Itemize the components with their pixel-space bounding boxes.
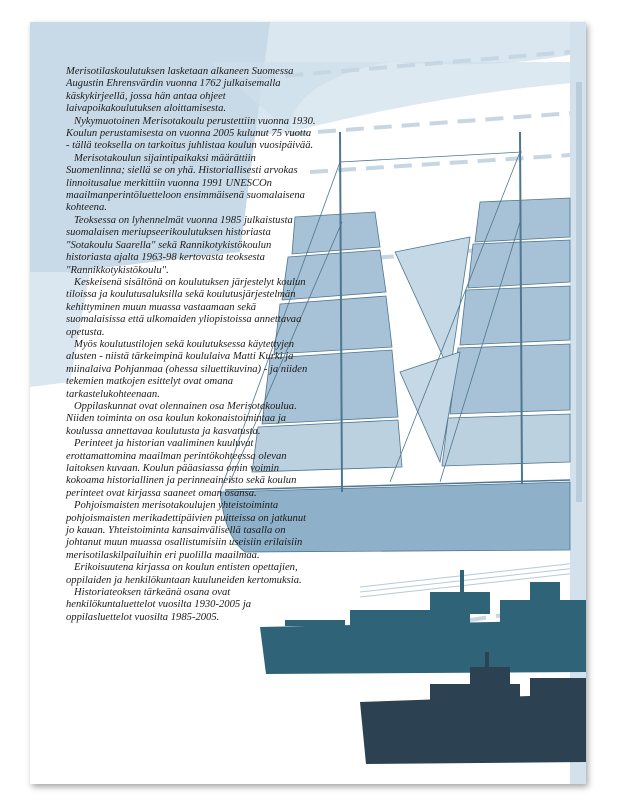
main-sail-5 [442,414,570,466]
warship-bridge [430,592,490,614]
paragraph: Perinteet ja historian vaaliminen kuuluvat erottamattomina maailman perintökohteessa olevan laitoksen kuvaan. Koulun pääasiassa omin voimin kokoama historiallinen ja perinneaineisto sekä koulun perinteet ovat kirjassa saaneet oman osansa. [66,438,297,499]
warship-hull [260,620,586,674]
warship-deckhouse [530,678,586,698]
paragraph: Myös koulutustilojen sekä koulutuksessa käytettyjen alusten - niistä tärkeimpinä koululaiva Matti Kurki ja miinalaiva Pohjanmaa (ohessa siluettikuvina) - ja niiden tekemien matkojen esittelyt ovat omana tarkastelukohteenaan. [66,338,308,400]
paragraph: Historiateoksen tärkeänä osana ovat henkilökuntaluettelot vuosilta 1930-2005 ja oppilasluettelot vuosilta 1985-2005. [66,587,252,623]
paragraph: Teoksessa on lyhennelmät vuonna 1985 julkaistusta suomalaisen meriupseerikoulutuksen historiasta "Sotakoulu Saarella" sekä Rannikotykistökoulun historiasta ajalta 1963-98 kertovasta teoksesta "Rannikkotykistökoulu". [66,214,293,276]
paragraph: Merisotilaskoulutuksen lasketaan alkaneen Suomessa Augustin Ehrensvärdin vuonna 1762 julkaisemalla käskykirjeellä, jossa hän antaa ohjeet laivapoikakoulutuksen aloittamisesta. [66,66,294,115]
main-sail-4 [450,344,570,414]
paragraph: Pohjoismaisten merisotakoulujen yhteistoiminta pohjoismaisten merikadettipäivien puitteissa on jatkunut jo kauan. Yhteistoiminta kansainvälisellä tasalla on johtanut muun muassa osallistumisiin useisiin erilaisiin merisotilaskilpailuihin eri puolilla maailmaa. [66,500,307,561]
warship-mast [485,652,489,670]
warship-stack [530,582,560,602]
main-sail-1 [475,198,570,242]
spine-strip [576,82,582,502]
main-sail-3 [460,286,570,345]
warship-deckhouse [500,600,586,622]
warship-hull [360,694,586,764]
book-back-cover [30,22,586,784]
paragraph: Merisotakoulun sijaintipaikaksi määrättiin Suomenlinna; siellä se on yhä. Historiallisesti arvokas linnoitusalue merkittiin vuonna 1991 UNESCOn maailmanperintöluetteloon ensimmäisenä suomalaisena kohteena. [66,152,305,214]
paragraph: Nykymuotoinen Merisotakoulu perustettiin vuonna 1930. Koulun perustamisesta on vuonna 2005 kulunut 75 vuotta - tällä teoksella on tarkoitus juhlistaa koulun vuosipäivää. [66,115,316,152]
paragraph: Keskeisenä sisältönä on koulutuksen järjestelyt koulun tiloissa ja koulutusaluksilla sekä koulutusjärjestelmän kehittyminen muun muassa vastaamaan sekä suomalaisissa että ulkomaiden yliopistoissa annettavaa opetusta. [66,276,306,338]
wind-line [310,154,586,172]
main-sail-2 [468,240,570,288]
back-cover-text [66,66,316,624]
paragraph: Erikoisuutena kirjassa on koulun entisten opettajien, oppilaiden ja henkilökuntaan kuuluneiden kertomuksia. [66,562,302,586]
warship-mast [460,570,464,594]
warship-bridge [470,667,510,687]
paragraph: Oppilaskunnat ovat olennainen osa Merisotakoulua. Niiden toiminta on osa koulun kokonaistoimintaa ja koulussa annettavaa koulutusta ja kasvatusta. [66,400,297,437]
